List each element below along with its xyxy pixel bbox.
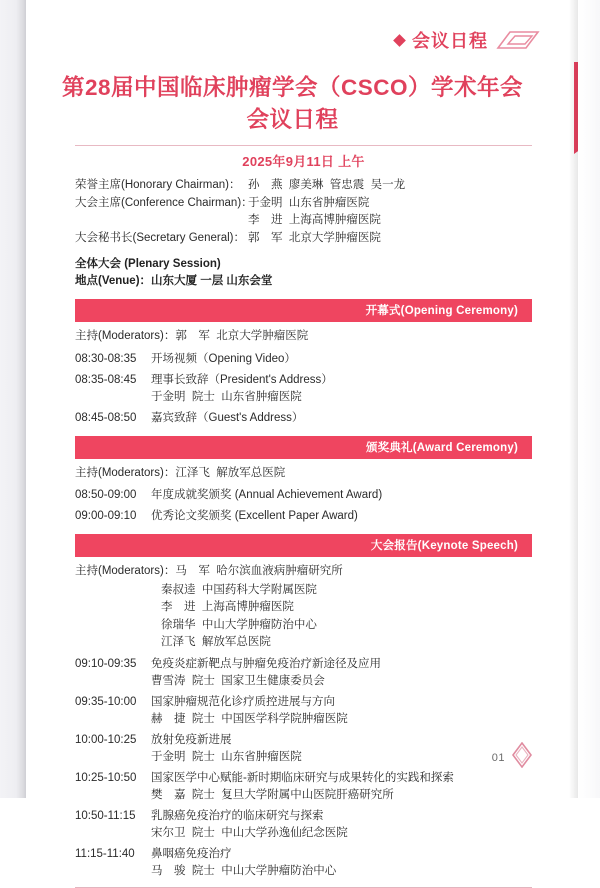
- schedule-item-time: 09:10-09:35: [75, 657, 137, 670]
- bottom-divider: [75, 887, 532, 888]
- sections-container: [75, 299, 532, 880]
- schedule-item-main: [75, 732, 532, 749]
- schedule-item-time: 08:50-09:00: [75, 489, 137, 501]
- section-header-bar: 大会报告(Keynote Speech): [75, 534, 532, 557]
- diamond-outline-icon: [512, 742, 532, 773]
- schedule-item-speaker: 曹雪涛 院士 国家卫生健康委员会: [151, 674, 325, 687]
- moderator-row: [75, 559, 532, 582]
- page-title-line2: 会议日程: [246, 107, 339, 132]
- officer-row: [75, 195, 532, 213]
- schedule-item-time: 08:30-08:35: [75, 352, 137, 365]
- schedule-item-title: 乳腺癌免疫治疗的临床研究与探索: [151, 809, 324, 822]
- schedule-item-main: [75, 846, 532, 863]
- diamond-solid-icon: [393, 34, 406, 47]
- schedule-item: [75, 690, 532, 728]
- schedule-item-time: 10:25-10:50: [75, 771, 137, 784]
- schedule-item-main: [75, 808, 532, 825]
- officer-role-label: 大会秘书长(Secretary General)：: [75, 231, 245, 244]
- moderator-name: 江泽飞 解放军总医院: [161, 636, 271, 648]
- page-gutter-left: [0, 0, 26, 798]
- schedule-item: [75, 406, 532, 427]
- schedule-item: [75, 483, 532, 504]
- officer-role-label: 大会主席(Conference Chairman)：: [75, 196, 253, 209]
- schedule-item-main: [75, 694, 532, 711]
- schedule-item-title: 开场视频（Opening Video）: [151, 352, 296, 365]
- officers-block: [75, 176, 532, 247]
- page-number: 01: [491, 751, 505, 764]
- officer-row: [75, 177, 532, 195]
- schedule-item: [75, 842, 532, 880]
- header-kicker-label: 会议日程: [412, 31, 488, 51]
- section-body: [75, 459, 532, 526]
- plenary-block: [75, 247, 532, 290]
- section-body: [75, 322, 532, 427]
- schedule-item-time: 10:00-10:25: [75, 733, 137, 746]
- schedule-item: [75, 368, 532, 406]
- schedule-item-time: 10:50-11:15: [75, 809, 136, 822]
- moderator-label: 主持(Moderators)：: [75, 466, 176, 479]
- schedule-item-main: [75, 656, 532, 673]
- schedule-item-speaker: 于金明 院士 山东省肿瘤医院: [151, 750, 302, 763]
- schedule-item-title: 放射免疫新进展: [151, 733, 232, 746]
- section-header-bar: 颁奖典礼(Award Ceremony): [75, 436, 532, 459]
- schedule-item-main: [75, 372, 532, 389]
- schedule-item-title: 国家肿瘤规范化诊疗质控进展与方向: [151, 695, 335, 708]
- schedule-item-main: [75, 508, 532, 525]
- moderator-name: 徐瑞华 中山大学肿瘤防治中心: [161, 618, 317, 631]
- plenary-session-label: 全体大会 (Plenary Session): [75, 258, 221, 270]
- schedule-item-time: 08:45-08:50: [75, 411, 137, 424]
- officer-name-label: 孙 燕 廖美琳 管忠震 吴一龙: [248, 179, 406, 191]
- page-sheet: [29, 0, 578, 877]
- schedule-item-speaker: 樊 嘉 院士 复旦大学附属中山医院肝癌研究所: [151, 788, 394, 801]
- schedule-item-main: [75, 770, 532, 787]
- schedule-item-title: 鼻咽癌免疫治疗: [151, 847, 232, 860]
- schedule-item-title: 嘉宾致辞（Guest's Address）: [151, 411, 304, 424]
- page-title: [59, 72, 526, 136]
- schedule-item-time: 11:15-11:40: [75, 847, 135, 860]
- page-title-line1: 第28届中国临床肿瘤学会（CSCO）学术年会: [61, 75, 524, 100]
- date-label: 2025年9月11日 上午: [242, 154, 365, 169]
- schedule-section: [75, 436, 532, 526]
- double-lozenge-icon: [496, 30, 540, 50]
- schedule-item: [75, 347, 532, 368]
- schedule-item-time: 09:35-10:00: [75, 695, 137, 708]
- moderator-label: 主持(Moderators)：: [75, 565, 176, 577]
- officer-name-label: 郭 军 北京大学肿瘤医院: [248, 231, 381, 244]
- schedule-item-main: [75, 410, 532, 427]
- plenary-venue-label: 地点(Venue)：山东大厦 一层 山东会堂: [75, 275, 273, 287]
- page-footer: [492, 742, 532, 773]
- moderator-name: 秦叔逵 中国药科大学附属医院: [161, 583, 317, 596]
- schedule-content: [75, 145, 532, 888]
- section-header-bar: 开幕式(Opening Ceremony): [75, 299, 532, 322]
- moderator-row: [75, 461, 532, 484]
- schedule-item-speaker: 宋尔卫 院士 中山大学孙逸仙纪念医院: [151, 826, 348, 839]
- header-kicker-group: [395, 27, 540, 53]
- section-body: [75, 557, 532, 880]
- schedule-item: [75, 652, 532, 690]
- schedule-item-main: [75, 487, 532, 504]
- schedule-item-title: 年度成就奖颁奖 (Annual Achievement Award): [151, 489, 383, 501]
- schedule-section: [75, 299, 532, 427]
- schedule-item-speaker: 马 骏 院士 中山大学肿瘤防治中心: [151, 864, 337, 877]
- schedule-item-title: 免疫炎症新靶点与肿瘤免疫治疗新途径及应用: [151, 657, 381, 670]
- officer-name-label: 李 进 上海高博肿瘤医院: [248, 214, 381, 226]
- schedule-item: [75, 504, 532, 525]
- officer-row: [75, 212, 532, 230]
- schedule-item-title: 国家医学中心赋能-新时期临床研究与成果转化的实践和探索: [151, 771, 454, 784]
- schedule-item-title: 理事长致辞（President's Address）: [151, 373, 333, 386]
- schedule-item-title: 优秀论文奖颁奖 (Excellent Paper Award): [151, 510, 358, 522]
- officer-row: [75, 230, 532, 248]
- moderator-name: 江泽飞 解放军总医院: [175, 466, 286, 479]
- schedule-item: [75, 804, 532, 842]
- moderator-row: [75, 324, 532, 347]
- moderator-name: 郭 军 北京大学肿瘤医院: [175, 330, 309, 342]
- officer-name-label: 于金明 山东省肿瘤医院: [248, 196, 370, 209]
- moderator-name: 李 进 上海高博肿瘤医院: [161, 601, 294, 613]
- schedule-item: [75, 728, 532, 766]
- page-gutter-right: [578, 0, 600, 798]
- schedule-item-speaker: 于金明 院士 山东省肿瘤医院: [151, 390, 302, 403]
- moderator-label: 主持(Moderators)：: [75, 330, 176, 342]
- schedule-item-time: 08:35-08:45: [75, 373, 137, 386]
- moderator-name: 马 军 哈尔滨血液病肿瘤研究所: [175, 565, 343, 577]
- officer-role-label: 荣誉主席(Honorary Chairman)：: [75, 179, 241, 191]
- schedule-section: [75, 534, 532, 880]
- schedule-item-main: [75, 351, 532, 368]
- schedule-item-time: 09:00-09:10: [75, 510, 137, 522]
- schedule-item-speaker: 赫 捷 院士 中国医学科学院肿瘤医院: [151, 712, 348, 725]
